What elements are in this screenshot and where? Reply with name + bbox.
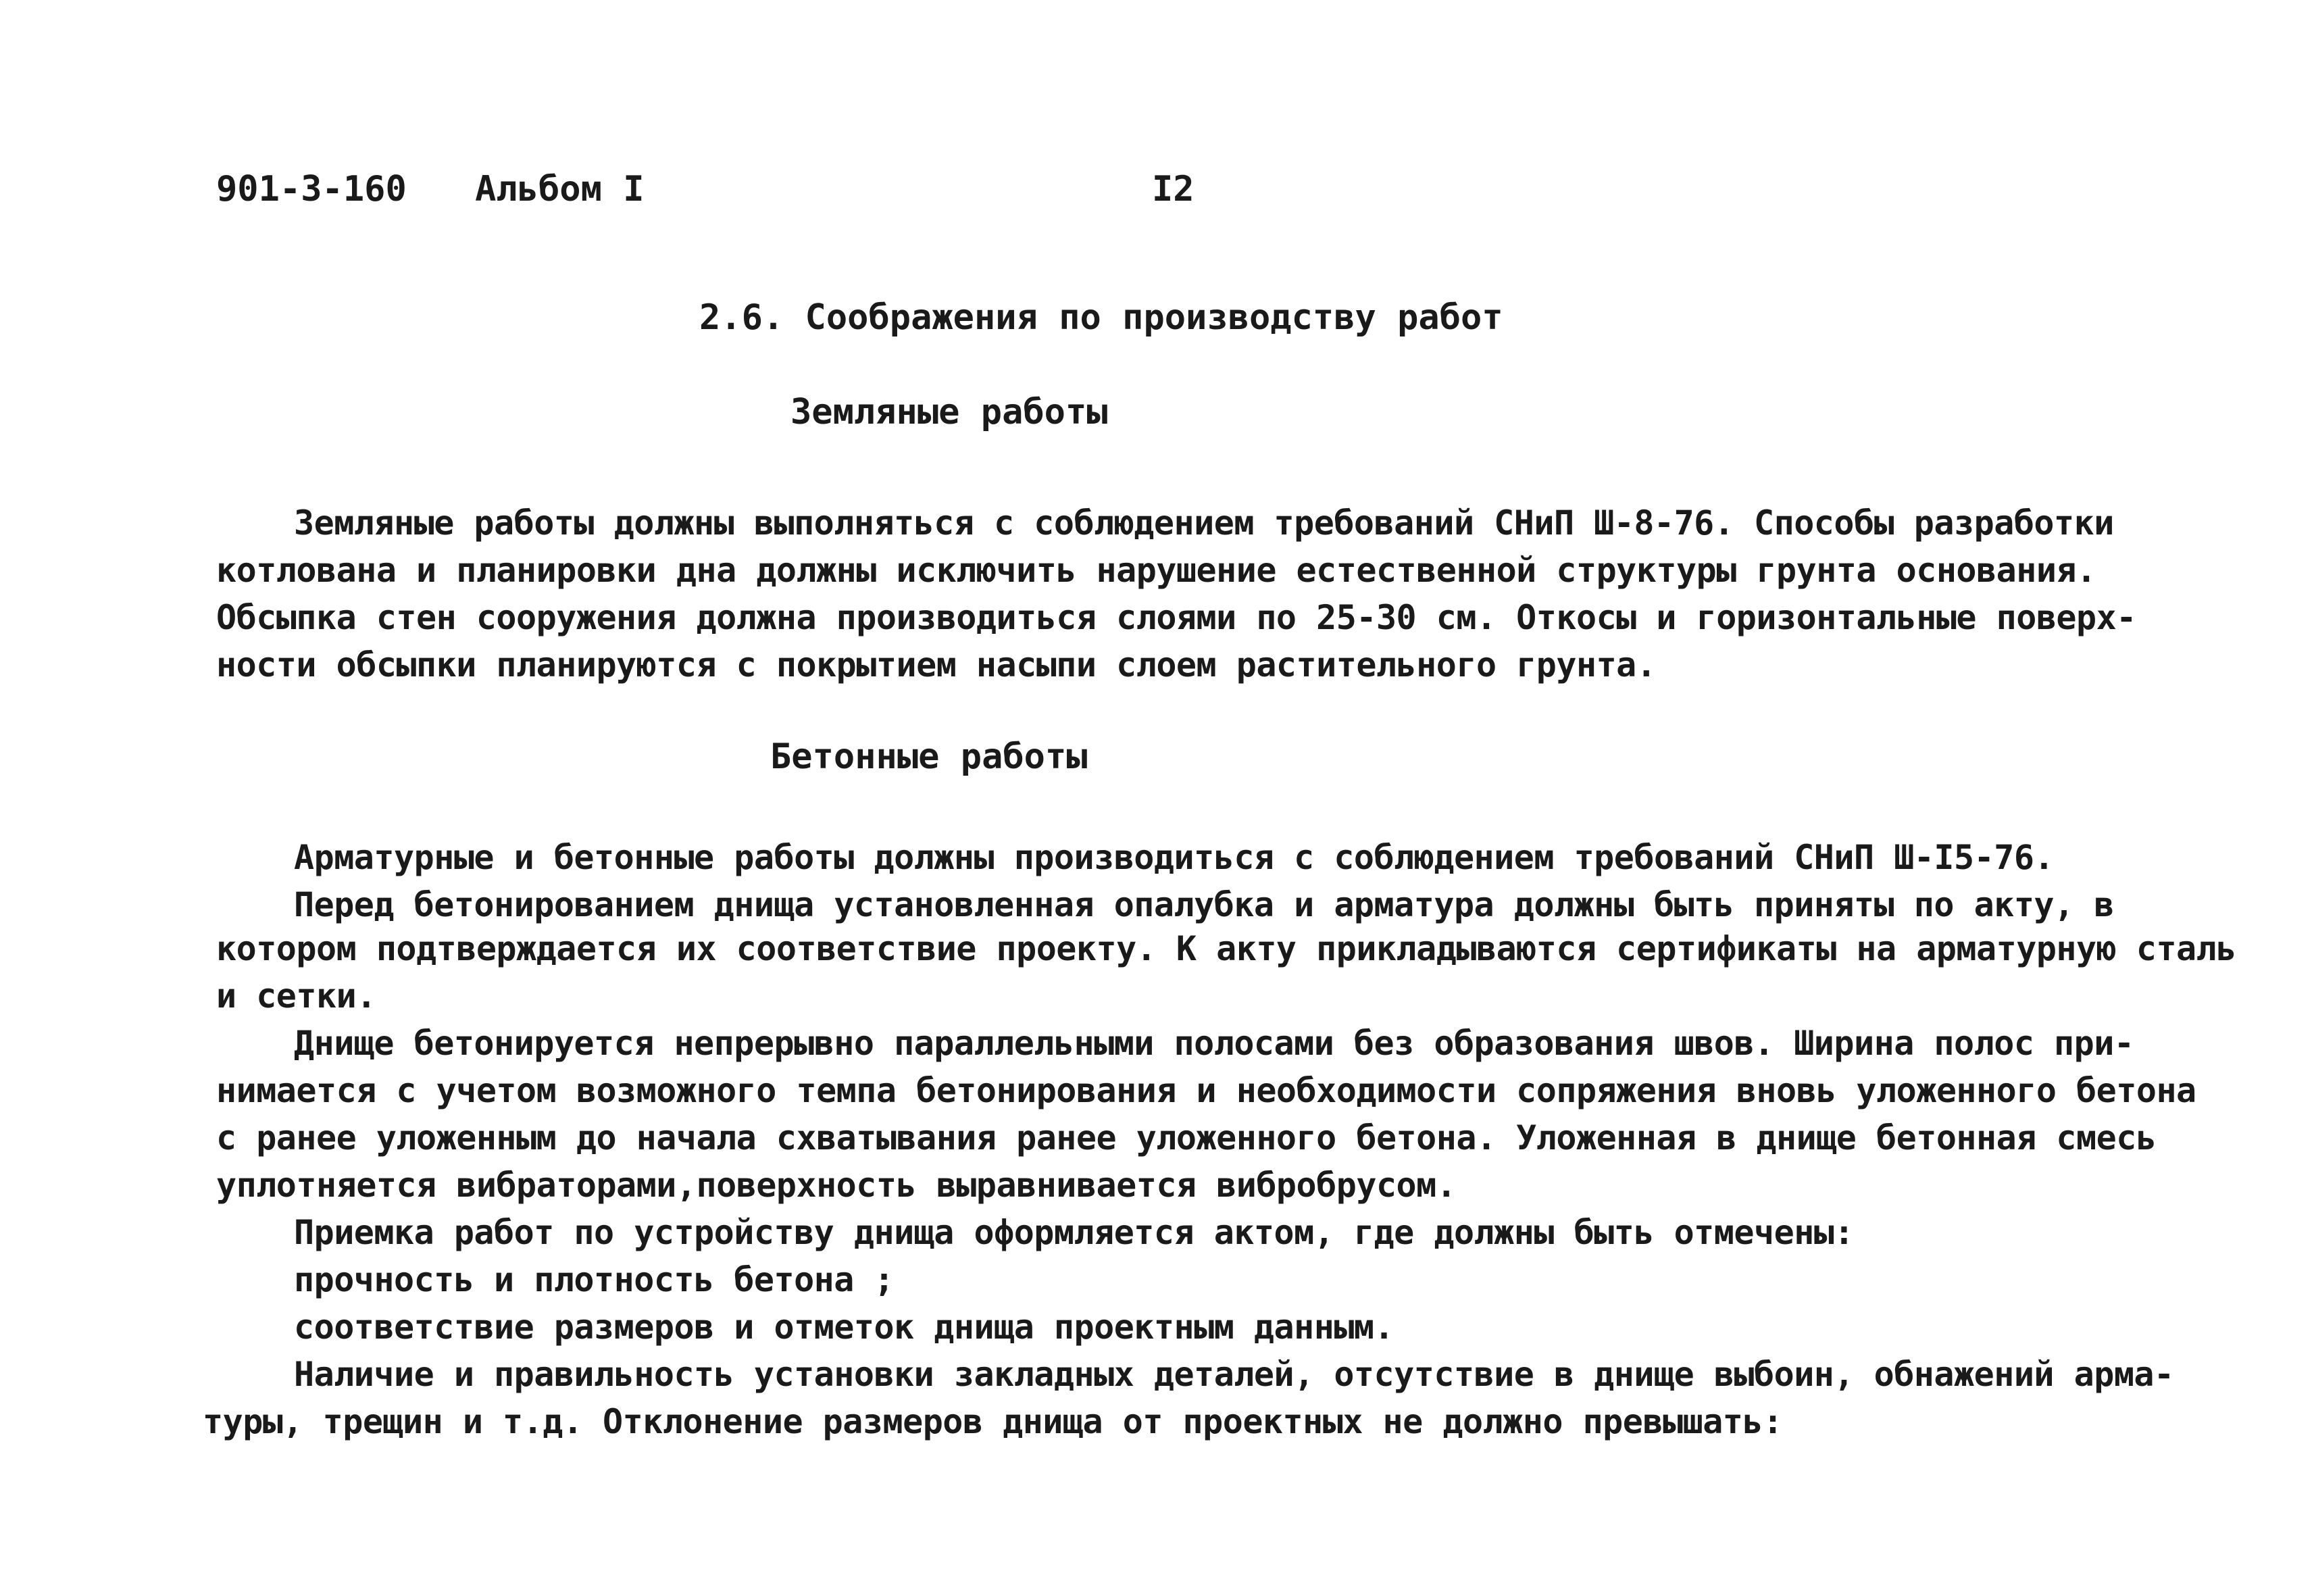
earthworks-line: котлована и планировки дна должны исключить нарушение естественной структуры грунта основания. xyxy=(216,551,2096,590)
concrete-title: Бетонные работы xyxy=(770,737,1088,777)
document-header xyxy=(216,169,645,209)
earthworks-line: Обсыпка стен сооружения должна производиться слоями по 25-30 см. Откосы и горизонтальные поверх- xyxy=(216,598,2136,637)
section-title: 2.6. Соображения по производству работ xyxy=(699,297,1503,338)
earthworks-title: Земляные работы xyxy=(790,392,1108,432)
concrete-line: нимается с учетом возможного темпа бетонирования и необходимости сопряжения вновь уложенного бетона xyxy=(216,1071,2196,1110)
concrete-line: прочность и плотность бетона ; xyxy=(294,1260,895,1299)
concrete-line: Перед бетонированием днища установленная опалубка и арматура должны быть приняты по акту, в xyxy=(294,885,2114,924)
concrete-line: и сетки. xyxy=(216,976,376,1016)
concrete-line: Наличие и правильность установки закладных деталей, отсутствие в днище выбоин, обнажений арма- xyxy=(294,1355,2174,1394)
album-label: Альбом I xyxy=(475,169,645,209)
earthworks-line: ности обсыпки планируются с покрытием насыпи слоем растительного грунта. xyxy=(216,645,1657,684)
document-code: 901-3-160 xyxy=(216,169,407,209)
concrete-line: туры, трещин и т.д. Отклонение размеров днища от проектных не должно превышать: xyxy=(203,1402,1783,1441)
earthworks-line: Земляные работы должны выполняться с соблюдением требований СНиП Ш-8-76. Способы разработки xyxy=(294,503,2114,543)
concrete-line: Днище бетонируется непрерывно параллельными полосами без образования швов. Ширина полос при- xyxy=(294,1024,2134,1063)
concrete-line: уплотняется вибраторами,поверхность выравнивается вибробрусом. xyxy=(216,1166,1457,1205)
concrete-line: котором подтверждается их соответствие проекту. К акту прикладываются сертификаты на арматурную сталь xyxy=(216,929,2236,968)
page-number: I2 xyxy=(1152,169,1194,209)
concrete-line: Приемка работ по устройству днища оформляется актом, где должны быть отмечены: xyxy=(294,1213,1854,1252)
concrete-line: с ранее уложенным до начала схватывания ранее уложенного бетона. Уложенная в днище бетонная смесь xyxy=(216,1118,2157,1157)
concrete-line: Арматурные и бетонные работы должны производиться с соблюдением требований СНиП Ш-I5-76. xyxy=(294,838,2055,877)
concrete-line: соответствие размеров и отметок днища проектным данным. xyxy=(294,1307,1394,1347)
